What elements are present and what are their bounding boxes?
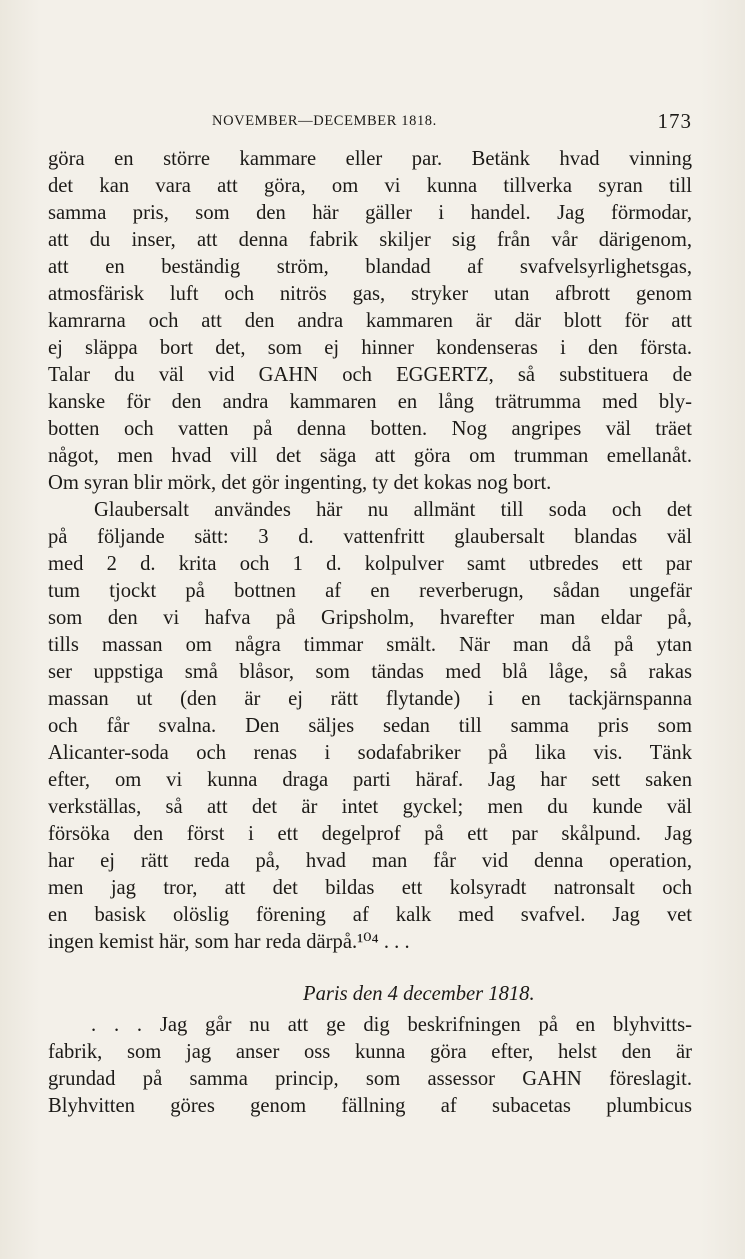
text-line: Talar du väl vid GAHN och EGGERTZ, så substituera de bbox=[48, 364, 692, 386]
text-line: kamrarna och att den andra kammaren är där blott för att bbox=[48, 310, 692, 332]
page-number: 173 bbox=[657, 109, 692, 133]
text-line: något, men hvad vill det säga att göra om trumman emellanåt. bbox=[48, 445, 692, 467]
text-line: Alicanter-soda och renas i sodafabriker på lika vis. Tänk bbox=[48, 742, 692, 764]
text-line: det kan vara att göra, om vi kunna tillverka syran till bbox=[48, 175, 692, 197]
text-line: som den vi hafva på Gripsholm, hvarefter man eldar på, bbox=[48, 607, 692, 629]
text-line: Om syran blir mörk, det gör ingenting, ty det kokas nog bort. bbox=[48, 472, 552, 494]
text-line: men jag tror, att det bildas ett kolsyradt natronsalt och bbox=[48, 877, 692, 899]
page-header bbox=[212, 109, 692, 133]
text-line: att en beständig ström, blandad af svafvelsyrlighetsgas, bbox=[48, 256, 692, 278]
text-line: fabrik, som jag anser oss kunna göra efter, helst den är bbox=[48, 1041, 692, 1063]
text-line: grundad på samma princip, som assessor GAHN föreslagit. bbox=[48, 1068, 692, 1090]
text-line: massan ut (den är ej rätt flytande) i en tackjärnspanna bbox=[48, 688, 692, 710]
paragraph-start-line: . . . Jag går nu att ge dig beskrifningen på en blyhvitts- bbox=[91, 1014, 692, 1036]
text-line: ser uppstiga små blåsor, som tändas med blå låge, så rakas bbox=[48, 661, 692, 683]
text-line: och får svalna. Den säljes sedan till samma pris som bbox=[48, 715, 692, 737]
text-line: Blyhvitten göres genom fällning af subacetas plumbicus bbox=[48, 1095, 692, 1117]
text-line: ej släppa bort det, som ej hinner kondenseras i den första. bbox=[48, 337, 692, 359]
text-line: göra en större kammare eller par. Betänk hvad vinning bbox=[48, 148, 692, 170]
text-line: tum tjockt på bottnen af en reverberugn, sådan ungefär bbox=[48, 580, 692, 602]
text-line: har ej rätt reda på, hvad man får vid denna operation, bbox=[48, 850, 692, 872]
text-line: att du inser, att denna fabrik skiljer sig från vår därigenom, bbox=[48, 229, 692, 251]
letter-dateline: Paris den 4 december 1818. bbox=[303, 983, 535, 1005]
paragraph-start-line: Glaubersalt användes här nu allmänt till soda och det bbox=[94, 499, 692, 521]
text-line: atmosfärisk luft och nitrös gas, stryker utan afbrott genom bbox=[48, 283, 692, 305]
text-line: samma pris, som den här gäller i handel. Jag förmodar, bbox=[48, 202, 692, 224]
text-line: ingen kemist här, som har reda därpå.¹⁰⁴ . . . bbox=[48, 931, 410, 953]
text-line: verkställas, så att det är intet gyckel; men du kunde väl bbox=[48, 796, 692, 818]
text-line: försöka den först i ett degelprof på ett par skålpund. Jag bbox=[48, 823, 692, 845]
text-line: tills massan om några timmar smält. När man då på ytan bbox=[48, 634, 692, 656]
text-line: en basisk olöslig förening af kalk med svafvel. Jag vet bbox=[48, 904, 692, 926]
text-line: efter, om vi kunna draga parti häraf. Jag har sett saken bbox=[48, 769, 692, 791]
body-text bbox=[48, 146, 692, 1120]
text-line: botten och vatten på denna botten. Nog angripes väl träet bbox=[48, 418, 692, 440]
text-line: med 2 d. krita och 1 d. kolpulver samt utbredes ett par bbox=[48, 553, 692, 575]
text-line: kanske för den andra kammaren en lång trätrumma med bly- bbox=[48, 391, 692, 413]
text-line: på följande sätt: 3 d. vattenfritt glaubersalt blandas väl bbox=[48, 526, 692, 548]
running-head: NOVEMBER—DECEMBER 1818. bbox=[212, 113, 437, 129]
